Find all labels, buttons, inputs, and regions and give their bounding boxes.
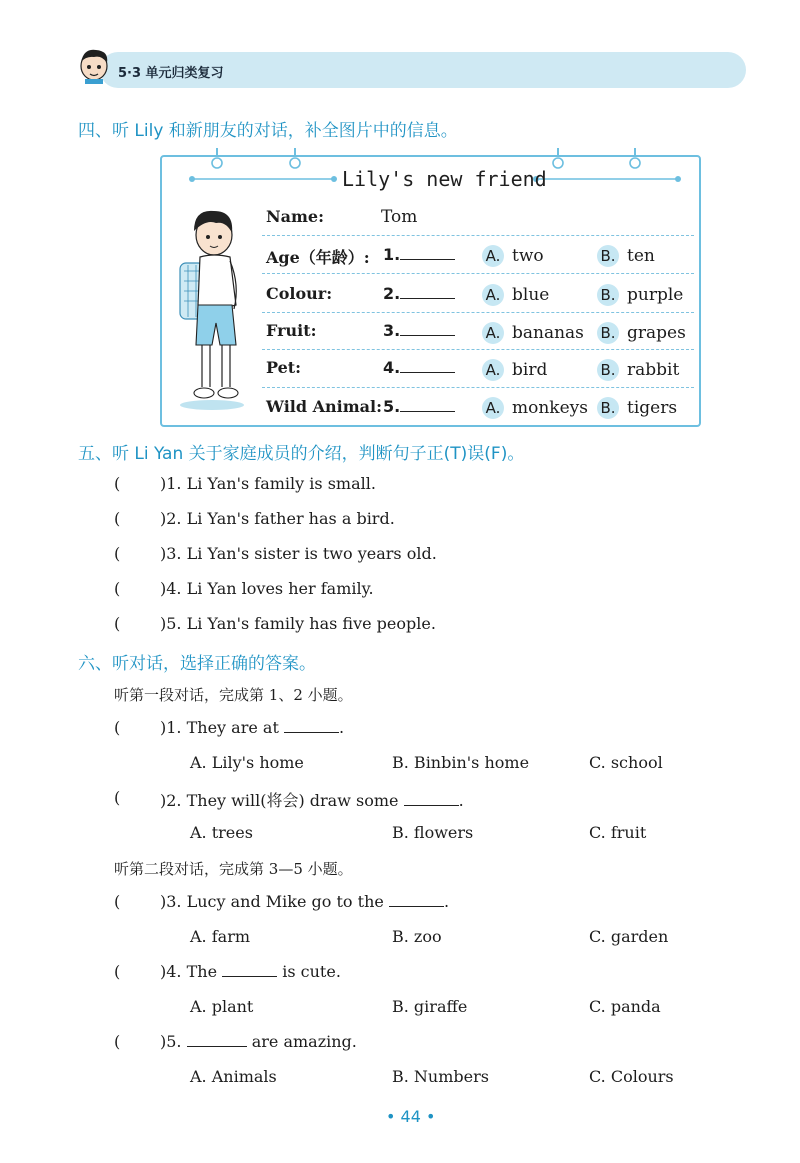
age-answer: 1. bbox=[383, 245, 455, 264]
answer-blank[interactable] bbox=[400, 321, 455, 336]
question-2: )2. They will(将会) draw some . bbox=[160, 791, 464, 810]
q3-option-b[interactable]: B. zoo bbox=[392, 927, 442, 946]
colour-answer: 2. bbox=[383, 284, 455, 303]
answer-paren[interactable]: ( bbox=[114, 1032, 121, 1051]
option-a-marker: A. bbox=[482, 397, 504, 419]
row-divider bbox=[262, 312, 694, 313]
option-a-text: blue bbox=[512, 285, 550, 305]
answer-paren[interactable]: ( bbox=[114, 718, 121, 737]
pet-label: Pet: bbox=[266, 358, 302, 377]
pet-answer: 4. bbox=[383, 358, 455, 377]
mascot-icon bbox=[76, 46, 112, 84]
card-title: Lily's new friend bbox=[342, 167, 547, 191]
name-value: Tom bbox=[381, 207, 418, 227]
question-5: )5. are amazing. bbox=[160, 1032, 357, 1051]
answer-paren[interactable]: ( bbox=[114, 544, 121, 563]
answer-blank[interactable] bbox=[400, 358, 455, 373]
q2-option-b[interactable]: B. flowers bbox=[392, 823, 474, 842]
q3-option-a[interactable]: A. farm bbox=[190, 927, 251, 946]
question-blank[interactable] bbox=[284, 718, 339, 733]
option-a-marker: A. bbox=[482, 245, 504, 267]
q4-option-b[interactable]: B. giraffe bbox=[392, 997, 468, 1016]
page-number: • 44 • bbox=[386, 1107, 436, 1126]
q5-option-a[interactable]: A. Animals bbox=[190, 1067, 277, 1086]
option-a-text: bird bbox=[512, 360, 548, 380]
tf-item-4: )4. Li Yan loves her family. bbox=[160, 579, 374, 598]
q1-option-c[interactable]: C. school bbox=[589, 753, 663, 772]
answer-paren[interactable]: ( bbox=[114, 962, 121, 981]
q5-option-b[interactable]: B. Numbers bbox=[392, 1067, 489, 1086]
q3-option-c[interactable]: C. garden bbox=[589, 927, 669, 946]
title-deco-left bbox=[188, 174, 338, 184]
answer-paren[interactable]: ( bbox=[114, 788, 121, 807]
option-b-marker: B. bbox=[597, 245, 619, 267]
question-blank[interactable] bbox=[404, 791, 459, 806]
header-title: 5·3 单元归类复习 bbox=[118, 66, 224, 81]
question-blank[interactable] bbox=[389, 892, 444, 907]
question-blank[interactable] bbox=[222, 962, 277, 977]
answer-paren[interactable]: ( bbox=[114, 614, 121, 633]
part1-instruction: 听第一段对话，完成第 1、2 小题。 bbox=[114, 686, 353, 704]
question-1: )1. They are at . bbox=[160, 718, 345, 737]
ring-icon bbox=[628, 148, 642, 170]
age-label: Age（年龄）: bbox=[266, 248, 370, 267]
row-divider bbox=[262, 387, 694, 388]
option-b-text: purple bbox=[627, 285, 684, 305]
answer-blank[interactable] bbox=[400, 245, 455, 260]
q2-option-c[interactable]: C. fruit bbox=[589, 823, 647, 842]
wild-animal-label: Wild Animal: bbox=[266, 397, 383, 416]
q5-option-c[interactable]: C. Colours bbox=[589, 1067, 674, 1086]
ring-icon bbox=[210, 148, 224, 170]
question-3: )3. Lucy and Mike go to the . bbox=[160, 892, 450, 911]
wild-animal-answer: 5. bbox=[383, 397, 455, 416]
q1-option-a[interactable]: A. Lily's home bbox=[190, 753, 304, 772]
ring-icon bbox=[288, 148, 302, 170]
option-b-marker: B. bbox=[597, 322, 619, 344]
answer-paren[interactable]: ( bbox=[114, 892, 121, 911]
answer-paren[interactable]: ( bbox=[114, 579, 121, 598]
colour-label: Colour: bbox=[266, 284, 333, 303]
option-a-marker: A. bbox=[482, 284, 504, 306]
q4-option-a[interactable]: A. plant bbox=[190, 997, 254, 1016]
option-a-text: two bbox=[512, 246, 544, 266]
question-blank[interactable] bbox=[187, 1032, 247, 1047]
tf-item-5: )5. Li Yan's family has five people. bbox=[160, 614, 436, 633]
answer-paren[interactable]: ( bbox=[114, 509, 121, 528]
option-b-text: tigers bbox=[627, 398, 678, 418]
answer-blank[interactable] bbox=[400, 397, 455, 412]
part2-instruction: 听第二段对话，完成第 3—5 小题。 bbox=[114, 860, 353, 878]
name-label: Name: bbox=[266, 207, 325, 226]
question-4: )4. The is cute. bbox=[160, 962, 341, 981]
section5-title: 五、听 Li Yan 关于家庭成员的介绍，判断句子正(T)误(F)。 bbox=[78, 444, 525, 464]
fruit-answer: 3. bbox=[383, 321, 455, 340]
option-a-text: bananas bbox=[512, 323, 584, 343]
tf-item-2: )2. Li Yan's father has a bird. bbox=[160, 509, 395, 528]
answer-paren[interactable]: ( bbox=[114, 474, 121, 493]
tf-item-1: )1. Li Yan's family is small. bbox=[160, 474, 376, 493]
option-b-text: grapes bbox=[627, 323, 686, 343]
option-b-marker: B. bbox=[597, 284, 619, 306]
tf-item-3: )3. Li Yan's sister is two years old. bbox=[160, 544, 437, 563]
option-b-marker: B. bbox=[597, 397, 619, 419]
q1-option-b[interactable]: B. Binbin's home bbox=[392, 753, 530, 772]
title-deco-right bbox=[532, 174, 682, 184]
option-b-text: rabbit bbox=[627, 360, 680, 380]
row-divider bbox=[262, 235, 694, 236]
option-b-marker: B. bbox=[597, 359, 619, 381]
q2-option-a[interactable]: A. trees bbox=[190, 823, 253, 842]
option-a-text: monkeys bbox=[512, 398, 588, 418]
section6-title: 六、听对话，选择正确的答案。 bbox=[78, 654, 316, 674]
q4-option-c[interactable]: C. panda bbox=[589, 997, 661, 1016]
option-b-text: ten bbox=[627, 246, 655, 266]
answer-blank[interactable] bbox=[400, 284, 455, 299]
row-divider bbox=[262, 273, 694, 274]
row-divider bbox=[262, 349, 694, 350]
fruit-label: Fruit: bbox=[266, 321, 317, 340]
section4-title: 四、听 Lily 和新朋友的对话，补全图片中的信息。 bbox=[78, 121, 458, 141]
option-a-marker: A. bbox=[482, 359, 504, 381]
boy-illustration bbox=[172, 205, 252, 410]
option-a-marker: A. bbox=[482, 322, 504, 344]
ring-icon bbox=[551, 148, 565, 170]
